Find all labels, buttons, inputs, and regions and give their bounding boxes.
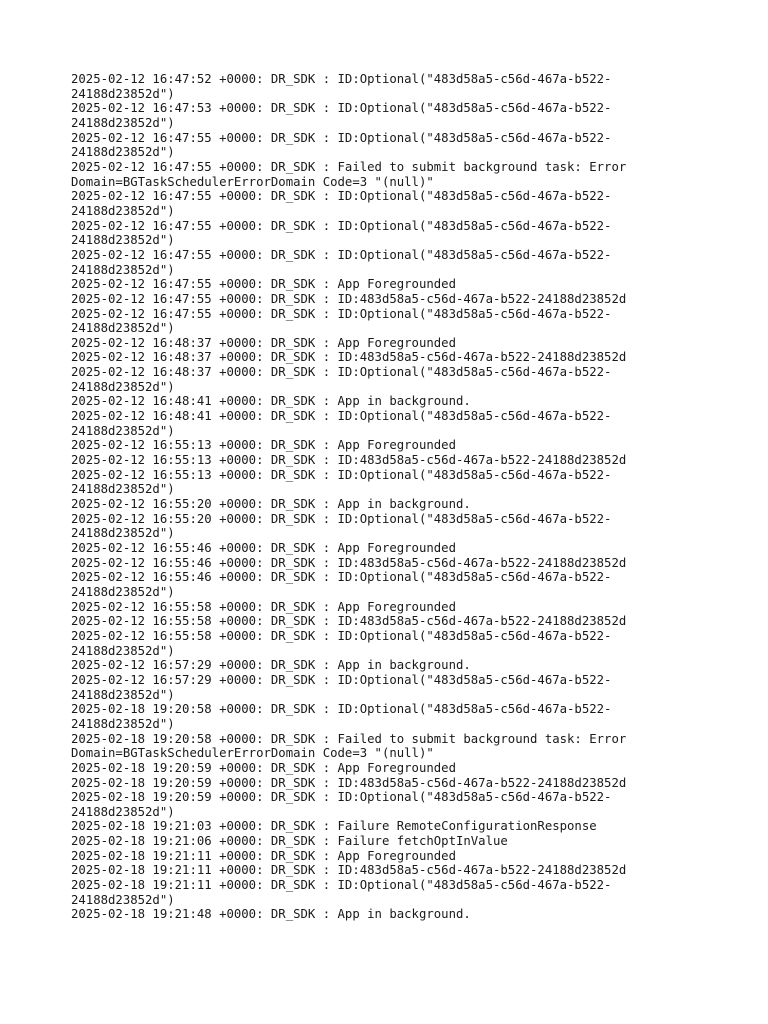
log-line: 24188d23852d") [71, 643, 175, 658]
log-line: 2025-02-12 16:55:46 +0000: DR_SDK : ID:483d58a5-c56d-467a-b522-24188d23852d [71, 555, 627, 570]
log-line: 2025-02-12 16:47:55 +0000: DR_SDK : App Foregrounded [71, 277, 456, 292]
log-line: 2025-02-12 16:55:58 +0000: DR_SDK : App Foregrounded [71, 599, 456, 614]
log-line: 2025-02-12 16:55:46 +0000: DR_SDK : App Foregrounded [71, 541, 456, 555]
log-line: 2025-02-18 19:20:59 +0000: DR_SDK : ID:483d58a5-c56d-467a-b522-24188d23852d [71, 775, 627, 790]
log-line: 2025-02-12 16:57:29 +0000: DR_SDK : App in background. [71, 658, 471, 673]
log-line: 2025-02-12 16:55:20 +0000: DR_SDK : ID:Optional("483d58a5-c56d-467a-b522- [71, 511, 612, 526]
log-line: 24188d23852d") [71, 584, 175, 599]
log-line: 2025-02-12 16:48:41 +0000: DR_SDK : ID:Optional("483d58a5-c56d-467a-b522- [71, 409, 612, 424]
log-line: Domain=BGTaskSchedulerErrorDomain Code=3 "(null)" [71, 174, 434, 189]
log-line: 2025-02-12 16:55:13 +0000: DR_SDK : ID:Optional("483d58a5-c56d-467a-b522- [71, 467, 612, 482]
log-line: 2025-02-12 16:48:37 +0000: DR_SDK : App Foregrounded [71, 335, 456, 350]
log-line: 2025-02-18 19:21:03 +0000: DR_SDK : Failure RemoteConfigurationResponse [71, 819, 597, 834]
log-line: 2025-02-18 19:21:11 +0000: DR_SDK : App Foregrounded [71, 848, 456, 863]
log-line: Domain=BGTaskSchedulerErrorDomain Code=3 "(null)" [71, 746, 434, 761]
log-line: 2025-02-12 16:47:55 +0000: DR_SDK : ID:Optional("483d58a5-c56d-467a-b522- [71, 247, 612, 262]
log-line: 2025-02-12 16:47:53 +0000: DR_SDK : ID:Optional("483d58a5-c56d-467a-b522- [71, 101, 612, 116]
log-line: 2025-02-12 16:48:41 +0000: DR_SDK : App in background. [71, 394, 471, 409]
log-line: 24188d23852d") [71, 804, 175, 819]
log-line: 2025-02-18 19:20:58 +0000: DR_SDK : Failed to submit background task: Error [71, 731, 627, 746]
log-line: 2025-02-12 16:47:55 +0000: DR_SDK : ID:Optional("483d58a5-c56d-467a-b522- [71, 306, 612, 321]
log-line: 24188d23852d") [71, 892, 175, 907]
log-line: 2025-02-12 16:47:52 +0000: DR_SDK : ID:Optional("483d58a5-c56d-467a-b522- [71, 72, 612, 86]
log-line: 2025-02-12 16:47:55 +0000: DR_SDK : Failed to submit background task: Error [71, 159, 627, 174]
log-line: 2025-02-12 16:55:58 +0000: DR_SDK : ID:Optional("483d58a5-c56d-467a-b522- [71, 628, 612, 643]
log-line: 2025-02-18 19:20:59 +0000: DR_SDK : ID:Optional("483d58a5-c56d-467a-b522- [71, 790, 612, 805]
log-line: 24188d23852d") [71, 716, 175, 731]
log-line: 24188d23852d") [71, 321, 175, 336]
log-line: 2025-02-12 16:47:55 +0000: DR_SDK : ID:Optional("483d58a5-c56d-467a-b522- [71, 189, 612, 204]
log-line: 24188d23852d") [71, 86, 175, 101]
log-line: 24188d23852d") [71, 423, 175, 438]
log-line: 2025-02-12 16:55:46 +0000: DR_SDK : ID:Optional("483d58a5-c56d-467a-b522- [71, 570, 612, 585]
log-line: 2025-02-12 16:55:58 +0000: DR_SDK : ID:483d58a5-c56d-467a-b522-24188d23852d [71, 614, 627, 629]
log-line: 24188d23852d") [71, 233, 175, 248]
log-line: 2025-02-12 16:57:29 +0000: DR_SDK : ID:Optional("483d58a5-c56d-467a-b522- [71, 672, 612, 687]
log-line: 2025-02-12 16:47:55 +0000: DR_SDK : ID:Optional("483d58a5-c56d-467a-b522- [71, 218, 612, 233]
log-line: 24188d23852d") [71, 115, 175, 130]
log-line: 24188d23852d") [71, 145, 175, 160]
log-document [71, 72, 711, 922]
log-line: 24188d23852d") [71, 526, 175, 541]
log-line: 2025-02-12 16:47:55 +0000: DR_SDK : ID:483d58a5-c56d-467a-b522-24188d23852d [71, 291, 627, 306]
log-line: 2025-02-18 19:21:11 +0000: DR_SDK : ID:Optional("483d58a5-c56d-467a-b522- [71, 878, 612, 893]
log-line: 24188d23852d") [71, 482, 175, 497]
log-line: 2025-02-12 16:55:13 +0000: DR_SDK : ID:483d58a5-c56d-467a-b522-24188d23852d [71, 453, 627, 468]
log-line: 2025-02-18 19:21:06 +0000: DR_SDK : Failure fetchOptInValue [71, 834, 508, 849]
log-line: 2025-02-12 16:48:37 +0000: DR_SDK : ID:Optional("483d58a5-c56d-467a-b522- [71, 365, 612, 380]
log-line: 2025-02-12 16:55:20 +0000: DR_SDK : App in background. [71, 497, 471, 512]
log-line: 24188d23852d") [71, 203, 175, 218]
log-line: 2025-02-18 19:21:11 +0000: DR_SDK : ID:483d58a5-c56d-467a-b522-24188d23852d [71, 863, 627, 878]
log-line: 2025-02-12 16:55:13 +0000: DR_SDK : App Foregrounded [71, 438, 456, 453]
log-line: 24188d23852d") [71, 379, 175, 394]
log-line: 2025-02-12 16:48:37 +0000: DR_SDK : ID:483d58a5-c56d-467a-b522-24188d23852d [71, 350, 627, 365]
log-line: 2025-02-18 19:20:58 +0000: DR_SDK : ID:Optional("483d58a5-c56d-467a-b522- [71, 702, 612, 717]
log-line: 24188d23852d") [71, 262, 175, 277]
log-line: 2025-02-12 16:47:55 +0000: DR_SDK : ID:Optional("483d58a5-c56d-467a-b522- [71, 130, 612, 145]
log-line: 2025-02-18 19:20:59 +0000: DR_SDK : App Foregrounded [71, 760, 456, 775]
log-line: 24188d23852d") [71, 687, 175, 702]
log-line: 2025-02-18 19:21:48 +0000: DR_SDK : App in background. [71, 907, 471, 922]
